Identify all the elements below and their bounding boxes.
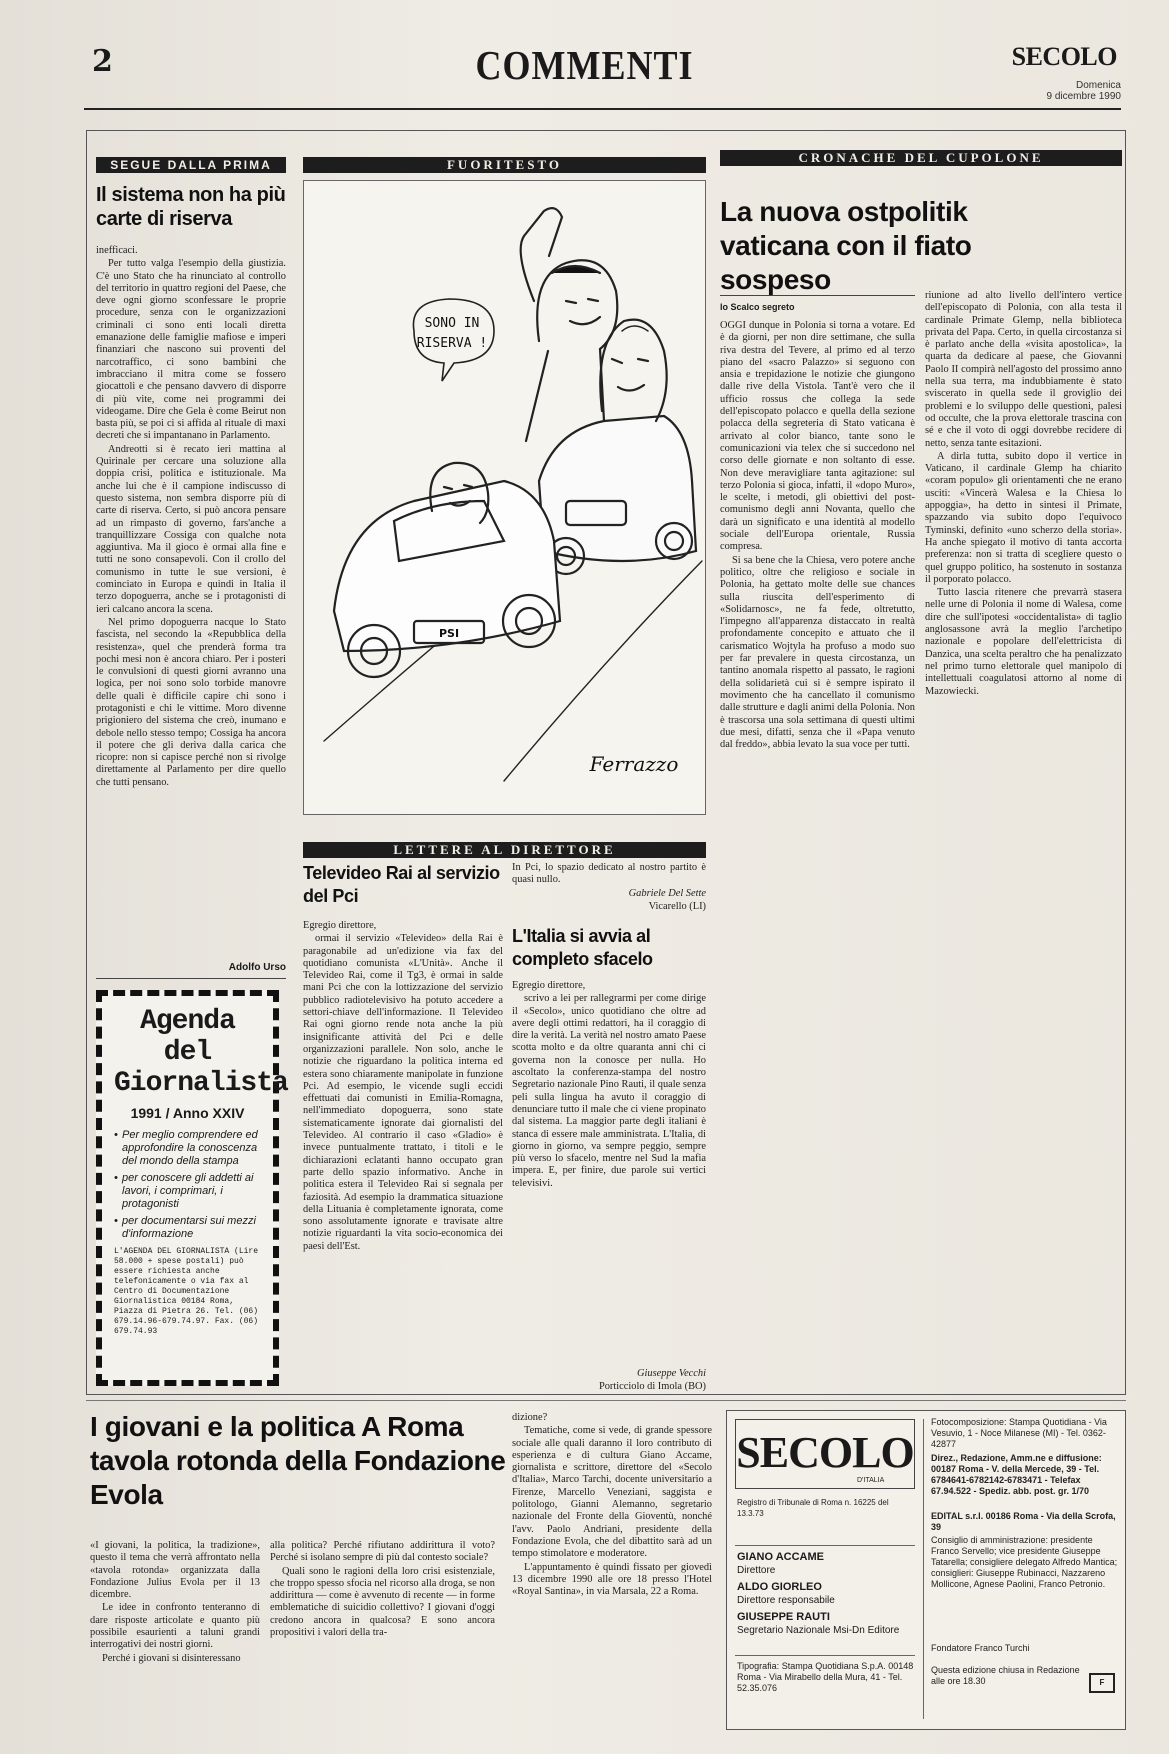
masthead-person-name: GIUSEPPE RAUTI — [737, 1611, 830, 1623]
header-day: Domenica — [1075, 80, 1121, 91]
header-date — [1047, 80, 1122, 102]
masthead-rule — [735, 1655, 915, 1656]
cartoon-drawing — [304, 181, 705, 814]
right-byline: lo Scalco segreto — [720, 302, 795, 312]
cartoon-speech-line2: RISERVA ! — [416, 336, 488, 351]
agenda-bullet: • per conoscere gli addetti ai lavori, i comprimari, i protagonisti — [114, 1172, 261, 1211]
letter2-signature: Giuseppe Vecchi — [637, 1368, 706, 1379]
right-col1-para: Si sa bene che la Chiesa, vero potere anche politico, oltre che religioso e sociale in Polonia, ha gettato molte delle sue chances sulla riuscita dell'esperimento di «Solidarnosc», ne fa fede, oltretutto, l'impegno all'apparenza distaccato in realtà profondamente concepito e attuato che il carismatico Wojtyla ha profuso a modo suo per far prevalere in questa circostanza, un tantino anomala rispetto al passato, le ragioni della solidarietà cui si è sempre ispirato il movimento che ha cancellato il comunismo dalle strutture e dagli animi della Polonia. Non è trascorsa una sola settimana di questi ultimi due mesi, difatti, senza che il «Papa venuto dal freddo», abbia levato la sua voce per tutti. — [720, 554, 915, 751]
left-section-band: SEGUE DALLA PRIMA — [96, 157, 286, 173]
masthead-person-role: Direttore responsabile — [737, 1595, 835, 1606]
bottom-col2-para: alla politica? Perché rifiutano addirittura il voto? Perché si isolano sempre di più dal contesto sociale? — [270, 1540, 495, 1564]
bottom-rule — [86, 1400, 1126, 1401]
bottom-col3-para: L'appuntamento è quindi fissato per giovedì 13 dicembre 1990 alle ore 18 presso l'Hotel «Royal Santina», in via Marsala, 22 a Roma. — [512, 1561, 712, 1598]
masthead-typography: Tipografia: Stampa Quotidiana S.p.A. 00148 Roma - Via Mirabello della Mura, 41 - Tel. 52.35.076 — [737, 1661, 914, 1693]
letter2-sign — [512, 1368, 706, 1396]
letter1-ending — [512, 862, 706, 912]
masthead-registration: Registro di Tribunale di Roma n. 16225 del 13.3.73 — [737, 1498, 889, 1518]
bottom-col2-para: Quali sono le ragioni della loro crisi esistenziale, che troppo spesso sfocia nel ricorso alla droga, se non addirittura — come è avvenuto di recente — in forme emblematiche di suicidio collettivo? I giovani d'oggi credono ancora in qualcosa? E sono ancora propositivi i valori della tra- — [270, 1565, 495, 1639]
masthead-person-role: Segretario Nazionale Msi-Dn Editore — [737, 1625, 900, 1636]
letter1-end-text: In Pci, lo spazio dedicato al nostro partito è quasi nullo. — [512, 862, 706, 886]
masthead-person-name: ALDO GIORLEO — [737, 1581, 822, 1593]
letter2-salutation: Egregio direttore, — [512, 980, 586, 991]
cartoon-speech-line1: SONO IN — [424, 316, 480, 331]
section-title: COMMENTI — [475, 42, 694, 88]
masthead-board: Consiglio di amministrazione: presidente Franco Servello; vice presidente Giuseppe Tatarella; consigliere delegato Alfredo Mantica; consiglieri: Giuseppe Rubinacci, Nazzareno Mollicone, Agnese Paolini, Franco Petronio. — [931, 1535, 1118, 1589]
cartoon-signature: Ferrazzo — [589, 752, 679, 776]
left-headline: Il sistema non ha più carte di riserva — [96, 184, 286, 230]
header-rule — [84, 108, 1121, 110]
masthead-logo: SECOLO — [735, 1419, 915, 1489]
left-para-2: Andreotti si è recato ieri mattina al Quirinale per cercare una soluzione alla doppia crisi, politica e istituzionale. Ma anche lui che è il campione indiscusso di questo sistema, non sembra disporre più di carte di riserva. Certo, si può ancora pensare ad un rimpasto di governo, fars'anche a tranquillizzare Cossiga con qualche nota aggiuntiva. Ma il gioco è ormai alla fine e tutti ne sono consapevoli. Con il crollo del comunismo in tutte le sue versioni, è cominciato in Europa e quindi in Italia il terzo dopoguerra, anche se i protagonisti di ieri calcano ancora la scena. — [96, 443, 286, 615]
letter2-place: Porticciolo di Imola (BO) — [598, 1381, 706, 1393]
masthead-box — [726, 1410, 1126, 1730]
agenda-bullets — [114, 1129, 261, 1241]
masthead-founder: Fondatore Franco Turchi — [931, 1643, 1030, 1653]
bottom-headline: I giovani e la politica A Roma tavola rotonda della Fondazione Evola — [90, 1411, 506, 1510]
right-col2-para: Tutto lascia ritenere che prevarrà stasera nelle urne di Polonia il nome di Walesa, come dire che sull'ipotesi «occidentalista» di taglio anglosassone avrà la meglio l'archetipo nazionale e popolare dell'elettricista di Danzica, una scelta peraltro che ha penalizzato nel primo turno elettorale quel manipolo di intellettuali coagulatosi attorno al nome di Mazowiecki. — [925, 587, 1122, 697]
letter1-place: Vicarello (LI) — [648, 900, 706, 912]
bottom-col3-para: Tematiche, come si vede, di grande spessore sociale alle quali daranno il loro contributo di esperienza e di cultura Giano Accame, giornalista e scrittore, direttore del «Secolo d'Italia», Marco Tarchi, docente universitario a Firenze, Marcello Veneziani, saggista e politologo, Gianni Alemanno, segretario nazionale del Fronte della Gioventù, nonché l'avv. Paolo Andriani, presidente della Fondazione Evola, che del dibattito sarà ad un tempo stimolatore e moderatore. — [512, 1425, 712, 1560]
masthead-logo-sub: D'ITALIA — [857, 1477, 885, 1484]
right-col2-para: riunione ad alto livello dell'intero vertice dell'episcopato di Polonia, con alla testa il cardinale Primate Glemp, nella biblioteca privata del Papa. Certo, in quella circostanza si è parlato anche della «visita apostolica», la quarta da dedicare al paese, che Giovanni Paolo II compirà nell'agosto del prossimo anno nella sua terra, ma indubbiamente è stato sviscerato in quella sede il groviglio dei problemi e lo sviluppo delle questioni, palesi od occulte, che la prova elettorale trascina con sé e che il voto di oggi dovrebbe recidere di netto, senza tante esitazioni. — [925, 290, 1122, 449]
right-section-band: CRONACHE DEL CUPOLONE — [720, 150, 1122, 166]
bottom-col1 — [90, 1540, 260, 1740]
bottom-col1-para: Perché i giovani si disinteressano — [102, 1652, 241, 1664]
left-para-3: Nel primo dopoguerra nacque lo Stato fascista, nel secondo la «Repubblica della resistenza», quel che prenderà forma tra pochi mesi non è ancora chiaro. Per i posteri le convulsioni di questi giorni avranno una logica, per noi sono solo torbide manovre delle quali è difficile capire chi sono i protagonisti e chi le vittime. Moro divenne prigioniero del sistema che creò, inumano e debole nello stesso tempo; Cossiga ha ancora il potere che gli deriva dalla carica che ricopre: non si capisce perché non si rivolge direttamente al Parlamento per dire quello che tutti pensano. — [96, 616, 286, 788]
letter2-text: scrivo a lei per rallegrarmi per come dirige il «Secolo», unico quotidiano che oltre ad avere degli ottimi redattori, ha il coraggio di dire la verità. La verità nel nostro amato Paese scotta molto e da oltre quaranta anni chi ci governa non la conosce per nulla. Ho ascoltato la conferenza-stampa del nostro Segretario nazionale Pino Rauti, il quale senza peli sulla lingua ha avuto il coraggio di denunciare tutto il male che ci viene propinato dal sistema. La maggior parte degli italiani è stanca di essere male amministrata. L'Italia, di giorno in giorno, va sempre peggio, sempre più verso lo sfacelo, mentre nel Sud la mafia impera. E, per finire, due parole sui vertici televisivi. — [512, 993, 706, 1189]
right-byline-rule — [720, 295, 915, 296]
masthead-person-role: Direttore — [737, 1565, 776, 1576]
masthead-rule — [735, 1545, 915, 1546]
letter1-headline: Televideo Rai al servizio del Pci — [303, 863, 500, 906]
masthead-edital: EDITAL s.r.l. 00186 Roma - Via della Scrofa, 39 — [931, 1511, 1116, 1532]
header-date-text: 9 dicembre 1990 — [1046, 91, 1121, 102]
right-article-col1 — [720, 320, 915, 1390]
agenda-bullet: • per documentarsi sui mezzi d'informazione — [114, 1215, 261, 1241]
letter1-text: ormai il servizio «Televideo» della Rai è paragonabile ad un'edizione via fax del quotidiano comunista «L'Unità». Anche il Televideo Rai, come il Tg3, è ormai in salde mani Pci che con la lottizzazione del servizio pubblico radiotelevisivo ha potuto accedere a settori-chiave dell'informazione. Il Televideo Rai ogni giorno rende nota anche la più insignificante attività del Pci e delle organizzazioni parallele. Non solo, anche le notizie che riguardano la politica interna ed estera sono chiaramente manipolate in funzione Pci. Ad esempio, le vicende sugli eccidi effettuati dai comunisti in Emilia-Romagna, nell'immediato dopoguerra, sono state sistematicamente ignorate dai giornalisti del Televideo. Al contrario il caso «Gladio» è invece puntualmente trattato, i titoli e le dichiarazioni eclatanti hanno occupato gran parte dello spazio informativo. Anche in politica estera il Televideo Rai si segnala per faziosità. Ad esempio la drammatica situazione della Lituania è completamente ignorata, come sono assolutamente ignorate e travisate altre notizie riguardanti la vita socio-economica dei paesi dell'Est. — [303, 933, 503, 1252]
letter2-headline: L'Italia si avvia al completo sfacelo — [512, 926, 653, 969]
bottom-col2 — [270, 1540, 495, 1740]
right-col2-para: A dirla tutta, subito dopo il vertice in Vaticano, il cardinale Glemp ha chiarito «coram populo» gli orientamenti che ne erano usciti: «Vincerà Walesa e la Chiesa lo appoggia», ha detto in sintesi il Primate, spazzando via subito dopo l'equivoco Tyminski, definito «uno scherzo della storia». Ha anche spiegato il motivo di tanta accorta preferenza: non si tratta di scegliere questo o quel gruppo politico, ha sostenuto in sostanza il porporato polacco. — [925, 450, 1122, 585]
right-col1-para: OGGI dunque in Polonia si torna a votare. Ed è da giorni, per non dire settimane, che sulla riva destra del Tevere, al primo ed al terzo piano del «sacro Palazzo» si seguono con ansia e trepidazione le notizie che giungono dalle rive della Vistola. Tant'è vero che il ufficio rossus che collega la sede dell'episcopato polacco e quella della sezione polacca della segreteria di Stato vaticana è arrivato al color bianco, tante sono le comunicazioni via telex che si succedono nel corso delle giornate e non soltanto di esse. Non deve meravigliare tanta agitazione: sul terzo Polonia si gioca, infatti, il «dopo Muro», le scelte, i metodi, gli obiettivi del post-comunismo degli anni Novanta, quello che darà un significato e una identità al modello sociale dell'Europa orientale, Russia compresa. — [720, 320, 915, 553]
agenda-bullet: • Per meglio comprendere ed approfondire la conoscenza del mondo della stampa — [114, 1129, 261, 1168]
agenda-info: L'AGENDA DEL GIORNALISTA (Lire 58.000 + spese postali) può essere richiesta anche telefonicamente o via fax al Centro di Documentazione Giornalistica 00184 Roma, Piazza di Pietra 26. Tel. (06) 679.14.96-679.74.97. Fax. (06) 679.74.93 — [114, 1247, 259, 1336]
letter1-signature: Gabriele Del Sette — [628, 887, 706, 899]
left-article-body — [96, 245, 286, 945]
masthead-person-name: GIANO ACCAME — [737, 1551, 824, 1563]
bottom-col1-para: «I giovani, la politica, la tradizione», questo il tema che verrà affrontato nella «tavola rotonda» organizzata dalla Fondazione Julius Evola per il 13 dicembre. — [90, 1540, 260, 1601]
header-logo: SECOLO — [1011, 42, 1117, 71]
bottom-col3 — [512, 1412, 712, 1732]
cartoon-band: FUORITESTO — [303, 157, 706, 173]
letters-band: LETTERE AL DIRETTORE — [303, 842, 706, 858]
letter1-salutation: Egregio direttore, — [303, 920, 377, 931]
left-author: Adolfo Urso — [228, 962, 286, 973]
right-headline: La nuova ostpolitik vaticana con il fiato sospeso — [720, 196, 972, 295]
page-number: 2 — [92, 44, 113, 79]
agenda-title: Agenda del Giornalista — [114, 1006, 288, 1099]
agenda-advertisement — [96, 990, 288, 1386]
left-para-0: inefficaci. — [96, 245, 138, 256]
left-para-1: Per tutto valga l'esempio della giustizia. C'è uno Stato che ha rinunciato al controllo del territorio in quattro regioni del Paese, che deve ogni giorno sconfessare le proprie procedure, senza con le organizzazioni criminali ci sono enti locali diretta emanazione delle famiglie mafiose e imperi finanziari che nascono sui proventi del narcotraffico, ci sono bambini che imbracciano il mitra come se fossero giocattoli e che pensano davvero di disporre di più vite, come nei programmi dei videogame. Dire che Gela è come Beirut non basta più, se poi ci si affida al rituale di maxi decreti che si impantanano in Parlamento. — [96, 258, 286, 442]
bottom-col1-para: Le idee in confronto tenteranno di dare risposte articolate e quanto più possibile esaurienti a taluni grandi interrogativi dei nostri giorni. — [90, 1602, 260, 1651]
left-divider — [96, 978, 286, 979]
cartoon-plate: PSI — [438, 627, 460, 640]
letter2-body — [512, 980, 706, 1365]
masthead-photocomp: Fotocomposizione: Stampa Quotidiana - Via Vesuvio, 1 - Noce Milanese (MI) - Tel. 0362-42877 — [931, 1417, 1107, 1449]
masthead-divider — [923, 1419, 924, 1719]
letter1-body — [303, 920, 503, 1385]
bottom-col3-para: dizione? — [512, 1412, 548, 1423]
political-cartoon — [303, 180, 706, 815]
masthead-direction: Direz., Redazione, Amm.ne e diffusione: 00187 Roma - V. della Mercede, 39 - Tel. 6784641-6782142-6783471 - Telefax 67.94.522 - Spediz. abb. post. gr. 1/70 — [931, 1453, 1102, 1496]
right-article-col2 — [925, 290, 1122, 1390]
masthead-closing: Questa edizione chiusa in Redazione alle ore 18.30 — [931, 1665, 1080, 1686]
fieg-icon: F — [1089, 1673, 1115, 1693]
agenda-year: 1991 / Anno XXIV — [130, 1105, 245, 1121]
